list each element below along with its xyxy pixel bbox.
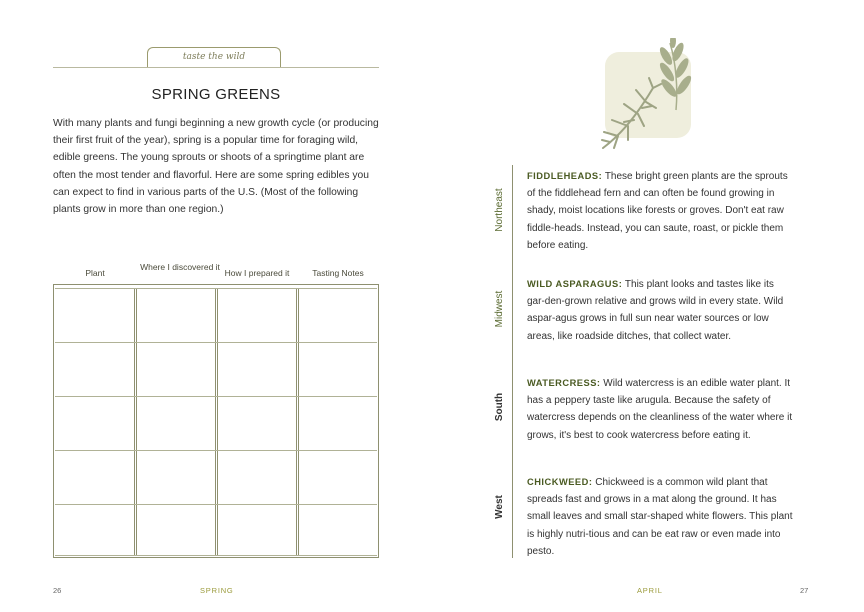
table-row-line xyxy=(55,396,377,397)
table-row-line xyxy=(55,504,377,505)
entry-wild-asparagus xyxy=(527,276,793,345)
footer-section-left: SPRING xyxy=(200,586,234,595)
entry-fiddleheads xyxy=(527,168,793,254)
herb-illustration-icon xyxy=(598,38,708,158)
region-label-midwest: Midwest xyxy=(494,290,505,328)
table-header-tasting: Tasting Notes xyxy=(312,268,364,278)
table-column-divider xyxy=(298,288,299,556)
table-column-divider xyxy=(134,288,135,556)
region-label-northeast: Northeast xyxy=(494,188,505,232)
entry-text: These bright green plants are the sprouts of the fiddlehead fern and can often be found growing in shady, moist locations like forests or groves. Don't eat raw fiddle-heads. Instead, you can saute, roast, or pickle them before eating. xyxy=(527,171,788,251)
entry-label: CHICKWEED: xyxy=(527,477,593,487)
entry-label: WILD ASPARAGUS: xyxy=(527,279,623,289)
table-row-line xyxy=(55,555,377,556)
region-sidebar-rule xyxy=(512,165,513,558)
page-title: SPRING GREENS xyxy=(151,86,281,103)
table-header-plant: Plant xyxy=(85,268,105,278)
region-label-west: West xyxy=(494,495,505,519)
table-header-how: How I prepared it xyxy=(224,268,290,278)
region-label-south: South xyxy=(494,392,505,422)
footer-section-right: APRIL xyxy=(637,586,663,595)
table-column-divider xyxy=(296,288,297,556)
table-header-where: Where I discovered it xyxy=(140,262,220,272)
page-number-left: 26 xyxy=(53,586,62,595)
entry-text: Chickweed is a common wild plant that spreads fast and grows in a mat along the ground. It has small leaves and small star-shaped white flowers. This plant is highly nutri-tious and can be eat raw or even made into pesto. xyxy=(527,477,793,557)
entry-label: WATERCRESS: xyxy=(527,378,601,388)
table-row-line xyxy=(55,342,377,343)
intro-paragraph: With many plants and fungi beginning a new growth cycle (or producing their first fruit of the year), spring is a popular time for foraging wild, edible greens. The young sprouts or shoots of a springtime plant are often the most tender and flavorful. Here are some spring edibles you can expect to find in various parts of the U.S. (Most of the following plants grow in more than one region.) xyxy=(53,118,379,216)
entry-text: Wild watercress is an edible water plant. It has a peppery taste like arugula. Because the safety of watercress depends on the cleanliness of the water where it grows, it's best to cook watercress before eating it. xyxy=(527,378,793,441)
table-row-line xyxy=(55,288,377,289)
entry-chickweed xyxy=(527,474,793,560)
table-column-divider xyxy=(215,288,216,556)
table-column-divider xyxy=(217,288,218,556)
table-column-divider xyxy=(136,288,137,556)
entry-label: FIDDLEHEADS: xyxy=(527,171,603,181)
page-number-right: 27 xyxy=(800,586,809,595)
table-row-line xyxy=(55,450,377,451)
entry-text: This plant looks and tastes like its gar-den-grown relative and grows wild in every state. Wild aspar-agus grows in full sun near water sources or low areas, like roadside ditches, that collect water. xyxy=(527,279,784,342)
foraging-log-table xyxy=(53,284,379,558)
section-tab: taste the wild xyxy=(147,47,281,67)
entry-watercress xyxy=(527,375,793,444)
header-rule xyxy=(53,67,379,68)
